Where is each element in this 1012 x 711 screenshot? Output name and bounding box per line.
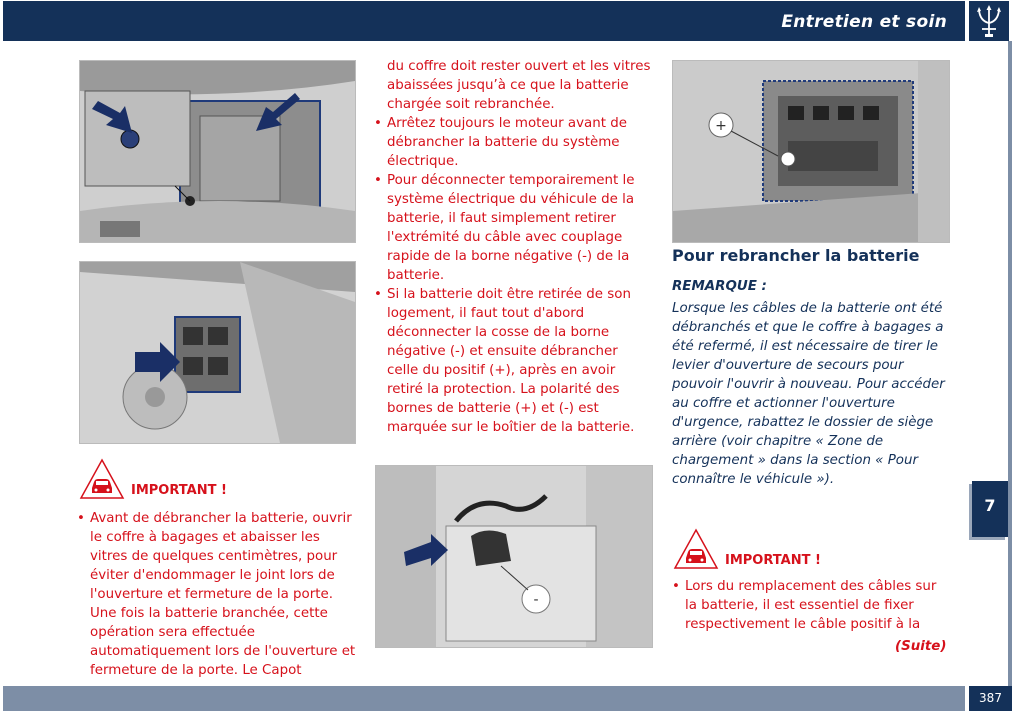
trunk-access-panel-photo (79, 60, 356, 243)
continuation-text: du coffre doit rester ouvert et les vitres abaissées jusqu’à ce que la batterie chargée soit rebranchée. (387, 59, 651, 112)
page-edge-bar (1008, 41, 1012, 686)
chapter-tab[interactable]: 7 (972, 481, 1008, 537)
important-label: IMPORTANT ! (131, 483, 227, 498)
bullet-item: • Arrêtez toujours le moteur avant de débrancher la batterie du système électrique. (373, 114, 651, 171)
middle-text-column (373, 57, 651, 437)
svg-text:+: + (715, 118, 727, 134)
negative-terminal-photo (375, 465, 653, 648)
page-footer (3, 686, 965, 711)
positive-terminal-photo (672, 60, 950, 243)
trident-logo-icon (976, 5, 1002, 39)
bullet-item: • Pour déconnecter temporairement le système électrique du véhicule de la batterie, il faut simplement retirer l'extrémité du câble avec couplage rapide de la borne négative (-) de la batterie. (373, 171, 651, 285)
important-warning-right (673, 528, 821, 570)
continued-label: (Suite) (895, 639, 947, 654)
section-title: Entretien et soin (781, 12, 947, 32)
section-heading: Pour rebrancher la batterie (672, 246, 920, 265)
warning-bullet: • Lors du remplacement des câbles sur la batterie, il est essentiel de fixer respectivement le câble positif à la (671, 577, 951, 634)
right-warning-text (671, 577, 951, 634)
warning-bullet: • Avant de débrancher la batterie, ouvrir le coffre à bagages et abaisser les vitres de quelques centimètres, pour éviter d'endommager le joint lors de l'ouverture et fermeture de la porte. Une fois la batterie branchée, cette opération sera effectuée automatiquement lors de l'ouverture et fermeture de la porte. Le Capot (76, 509, 358, 680)
page-number: 387 (969, 686, 1012, 711)
note-label: REMARQUE : (672, 279, 767, 294)
right-text-column (672, 246, 948, 489)
left-text-column (76, 509, 358, 680)
note-text: Lorsque les câbles de la batterie ont été débranchés et que le coffre à bagages a été refermé, il est nécessaire de tirer le levier d'ouverture de secours pour pouvoir l'ouvrir à nouveau. Pour accéder au coffre et actionner l'ouverture d'urgence, rabattez le dossier de siège arrière (voir chapitre « Zone de chargement » dans la section « Pour connaître le véhicule »). (672, 301, 945, 487)
battery-in-trunk-photo (79, 261, 356, 444)
brand-logo (969, 1, 1009, 41)
car-warning-icon (673, 528, 719, 570)
car-warning-icon (79, 458, 125, 500)
page-header (3, 1, 965, 41)
bullet-item: • Si la batterie doit être retirée de son logement, il faut tout d'abord déconnecter la cosse de la borne négative (-) et ensuite débrancher celle du positif (+), après en avoir retiré la protection. La polarité des bornes de batterie (+) et (-) est marquée sur le boîtier de la batterie. (373, 285, 651, 437)
important-warning-left (79, 458, 227, 500)
important-label: IMPORTANT ! (725, 553, 821, 568)
svg-text:-: - (533, 592, 539, 608)
